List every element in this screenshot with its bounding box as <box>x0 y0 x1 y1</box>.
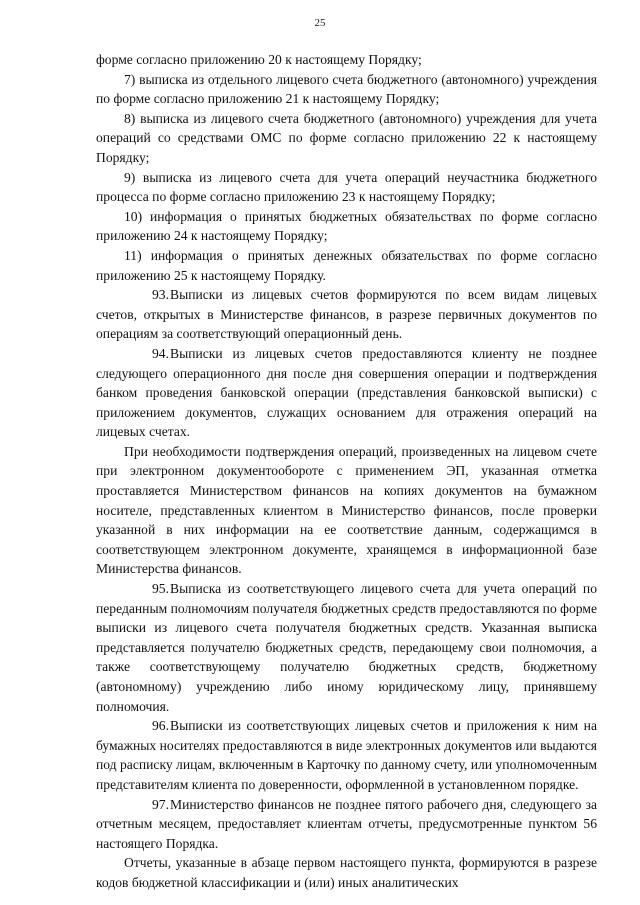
section-text: Выписки из лицевых счетов формируются по всем видам лицевых счетов, открытых в Министерстве финансов, в разрезе первичных документов по операциям за соответствующий операционный день. <box>96 287 597 342</box>
section-number: 93. <box>152 287 169 303</box>
paragraph: форме согласно приложению 20 к настоящему Порядку; <box>96 52 422 67</box>
section-94-paragraph-2 <box>96 442 597 579</box>
section-text: Выписки из соответствующих лицевых счетов и приложения к ним на бумажных носителях предоставляются в виде электронных документов или выдаются под расписку лицам, включенным в Карточку по данному счету, или уполномоченным представителям клиента по доверенности, оформленной в установленном порядке. <box>96 718 597 792</box>
section-text: Выписки из лицевых счетов предоставляются клиенту не позднее следующего операционного дня после дня совершения операции и подтверждения банком проведения банковской операции (представления банковской выписки) с приложением документов, служащих основанием для отражения операций на лицевых счетах. <box>96 345 597 440</box>
paragraph: 11) информация о принятых денежных обязательствах по форме согласно приложению 25 к настоящему Порядку. <box>96 247 597 283</box>
section-number: 95. <box>152 581 169 597</box>
section-number: 96. <box>152 718 169 734</box>
paragraph: 8) выписка из лицевого счета бюджетного (автономного) учреждения для учета операций со средствами ОМС по форме согласно приложению 22 к настоящему Порядку; <box>96 110 597 165</box>
section-text: Министерство финансов не позднее пятого рабочего дня, следующего за отчетным месяцем, предоставляет клиентам отчеты, предусмотренные пунктом 56 настоящего Порядка. <box>96 796 597 851</box>
section-text: Отчеты, указанные в абзаце первом настоящего пункта, формируются в разрезе кодов бюджетной классификации и (или) иных аналитических <box>96 855 597 890</box>
section-text: При необходимости подтверждения операций, произведенных на лицевом счете при электронном документообороте с применением ЭП, указанная отметка проставляется Министерством финансов на копиях документов на бумажном носителе, представленных клиентом в Министерство финансов, после проверки указанной в них информации на ее соответствие данным, содержащимся в соответствующем электронном документе, хранящемся в информационной базе Министерства финансов. <box>96 443 597 577</box>
section-93 <box>96 285 597 344</box>
section-text: Выписка из соответствующего лицевого счета для учета операций по переданным полномочиям получателя бюджетных средств предоставляются по форме выписки из лицевого счета получателя бюджетных средств. Указанная выписка представляется получателю бюджетных средств, передающему свои полномочия, а также соответствующему получателю бюджетных средств, бюджетному (автономному) учреждению либо иному юридическому лицу, принявшему полномочия. <box>96 581 597 714</box>
paragraph: 10) информация о принятых бюджетных обязательствах по форме согласно приложению 24 к настоящему Порядку; <box>96 208 597 244</box>
document-body <box>96 50 597 893</box>
page-number: 25 <box>314 17 326 29</box>
section-95 <box>96 579 597 716</box>
section-94 <box>96 344 597 442</box>
section-number: 94. <box>152 345 169 361</box>
paragraph: 7) выписка из отдельного лицевого счета бюджетного (автономного) учреждения по форме согласно приложению 21 к настоящему Порядку; <box>96 71 597 107</box>
section-96 <box>96 716 597 794</box>
section-97-paragraph-2 <box>96 853 597 892</box>
section-number: 97. <box>152 796 169 812</box>
section-97 <box>96 795 597 854</box>
paragraph: 9) выписка из лицевого счета для учета операций неучастника бюджетного процесса по форме согласно приложению 23 к настоящему Порядку; <box>96 169 597 205</box>
